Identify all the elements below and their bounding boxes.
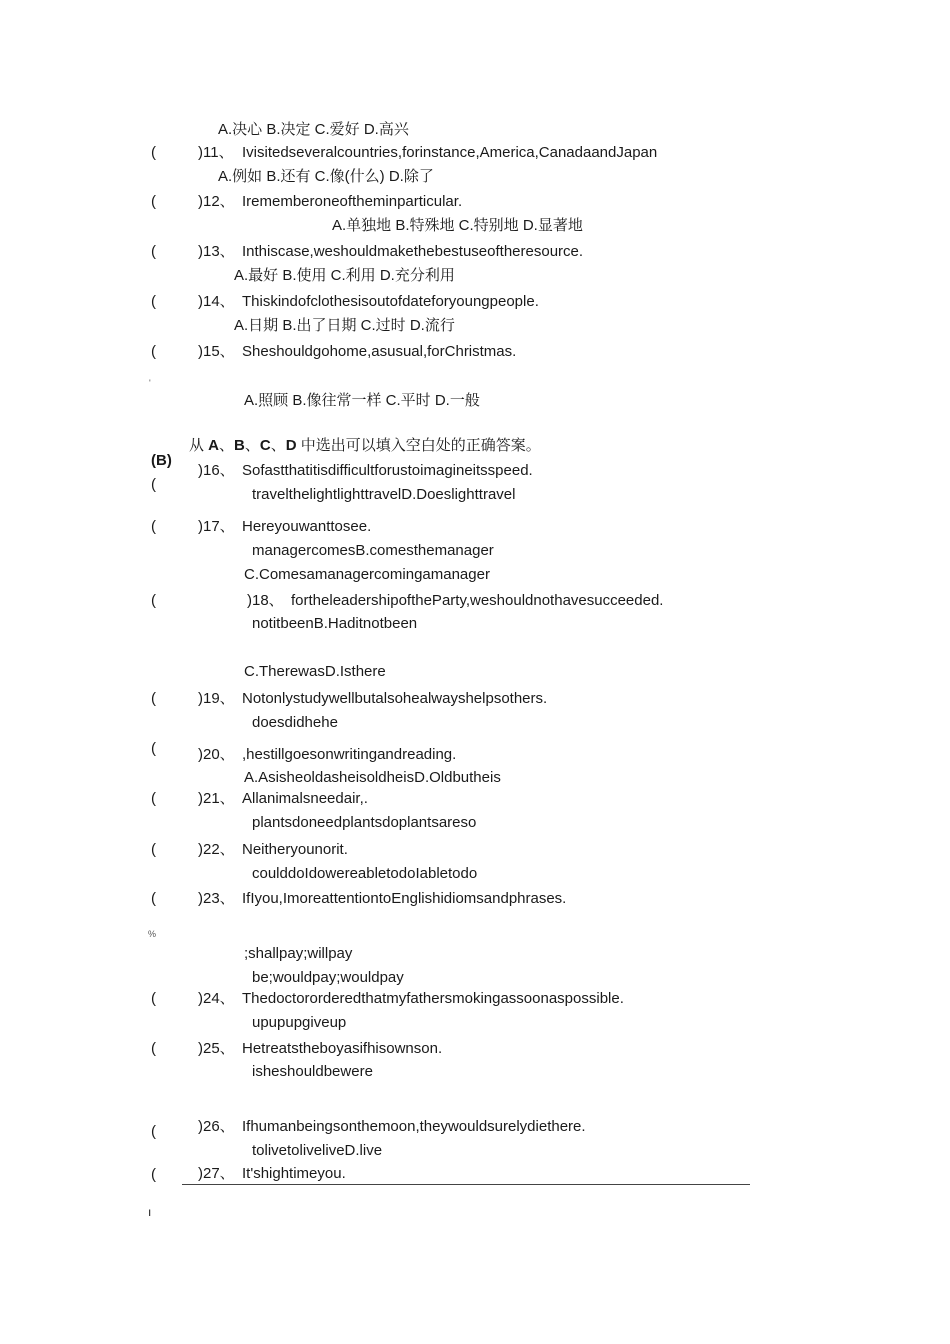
- q15-number: )15、: [198, 343, 235, 360]
- q18-paren: (: [151, 592, 156, 609]
- q16-options: travelthelightlighttravelD.Doeslighttravel: [252, 486, 516, 503]
- q20-text: ,hestillgoesonwritingandreading.: [242, 746, 457, 763]
- q18-text: fortheleadershipoftheParty,weshouldnothavesucceeded.: [291, 592, 664, 609]
- q24-text: Thedoctororderedthatmyfathersmokingassoonaspossible.: [242, 990, 624, 1007]
- instruction-sep-3: 、: [270, 437, 286, 454]
- q19-paren: (: [151, 690, 156, 707]
- q15-options: A.照顾 B.像往常一样 C.平时 D.一般: [244, 392, 480, 409]
- q25-paren: (: [151, 1040, 156, 1057]
- q21-number: )21、: [198, 790, 235, 807]
- q26-number: )26、: [198, 1118, 235, 1135]
- q19-number: )19、: [198, 690, 235, 707]
- q27-text: It'shightimeyou.: [242, 1165, 346, 1182]
- q12-number: )12、: [198, 193, 235, 210]
- q21-options: plantsdoneedplantsdoplantsareso: [252, 814, 477, 831]
- section-b-label: (B): [151, 452, 172, 469]
- q20-options: A.AsisheoldasheisoldheisD.Oldbutheis: [244, 769, 501, 786]
- q26-paren: (: [151, 1123, 156, 1140]
- q27-number: )27、: [198, 1165, 235, 1182]
- q13-number: )13、: [198, 243, 235, 260]
- q20-number: )20、: [198, 746, 235, 763]
- q24-paren: (: [151, 990, 156, 1007]
- section-b-instruction: [189, 437, 541, 455]
- q19-options: doesdidhehe: [252, 714, 338, 731]
- q25-text: Hetreatstheboyasifhisownson.: [242, 1040, 443, 1057]
- percent-mark: %: [148, 929, 157, 939]
- q27-paren: (: [151, 1166, 156, 1183]
- q17-text: Hereyouwanttosee.: [242, 518, 372, 535]
- q14-options: A.日期 B.出了日期 C.过时 D.流行: [234, 317, 455, 334]
- q10-options: A.决心 B.决定 C.爱好 D.高兴: [218, 121, 409, 138]
- q22-text: Neitheryounorit.: [242, 841, 348, 858]
- bottom-rule: [182, 1184, 750, 1185]
- q23-text: IfIyou,ImoreattentiontoEnglishidiomsandphrases.: [242, 890, 567, 907]
- q16-paren: (: [151, 476, 156, 493]
- q12-options: A.单独地 B.特殊地 C.特别地 D.显著地: [332, 217, 583, 234]
- q22-options: coulddoIdowereabletodoIabletodo: [252, 865, 478, 882]
- q22-number: )22、: [198, 841, 235, 858]
- option-a-letter: A: [208, 437, 220, 454]
- instruction-post: 中选出可以填入空白处的正确答案。: [296, 437, 541, 454]
- q16-text: Sofastthatitisdifficultforustoimagineitsspeed.: [242, 462, 533, 479]
- q19-text: Notonlystudywellbutalsohealwayshelpsothers.: [242, 690, 548, 707]
- bottom-mark: ı: [148, 1205, 152, 1219]
- q13-text: Inthiscase,weshouldmakethebestuseoftheresource.: [242, 243, 584, 260]
- option-d-letter: D: [285, 437, 297, 454]
- instruction-sep-2: 、: [244, 437, 260, 454]
- q26-options: tolivetoliveliveD.live: [252, 1142, 383, 1159]
- q11-paren: (: [151, 144, 156, 161]
- q11-text: Ivisitedseveralcountries,forinstance,America,CanadaandJapan: [242, 144, 658, 161]
- instruction-pre: 从: [189, 437, 209, 454]
- q14-text: Thiskindofclothesisoutofdateforyoungpeople.: [242, 293, 539, 310]
- option-b-letter: B: [234, 437, 245, 454]
- q17-options-2: C.Comesamanagercomingamanager: [244, 566, 490, 583]
- q16-number: )16、: [198, 462, 235, 479]
- q23-options-1: ;shallpay;willpay: [244, 945, 353, 962]
- q25-number: )25、: [198, 1040, 235, 1057]
- q15-paren: (: [151, 343, 156, 360]
- q18-number: )18、: [247, 592, 284, 609]
- q15-text: Sheshouldgohome,asusual,forChristmas.: [242, 343, 517, 360]
- q23-options-2: be;wouldpay;wouldpay: [252, 969, 404, 986]
- q18-options-1: notitbeenB.Haditnotbeen: [252, 615, 418, 632]
- q21-text: Allanimalsneedair,.: [242, 790, 368, 807]
- q12-text: Irememberoneoftheminparticular.: [242, 193, 463, 210]
- q17-options-1: managercomesB.comesthemanager: [252, 542, 494, 559]
- q14-paren: (: [151, 293, 156, 310]
- q13-paren: (: [151, 243, 156, 260]
- q11-number: )11、: [198, 144, 234, 161]
- q23-number: )23、: [198, 890, 235, 907]
- q14-number: )14、: [198, 293, 235, 310]
- option-c-letter: C: [259, 437, 271, 454]
- q17-paren: (: [151, 518, 156, 535]
- q13-options: A.最好 B.使用 C.利用 D.充分利用: [234, 267, 455, 284]
- instruction-sep-1: 、: [219, 437, 235, 454]
- q18-options-2: C.TherewasD.Isthere: [244, 663, 386, 680]
- q20-paren: (: [151, 740, 156, 757]
- q21-paren: (: [151, 790, 156, 807]
- q12-paren: (: [151, 193, 156, 210]
- q23-paren: (: [151, 890, 156, 907]
- q17-number: )17、: [198, 518, 235, 535]
- q22-paren: (: [151, 841, 156, 858]
- q24-options: upupupgiveup: [252, 1014, 347, 1031]
- q24-number: )24、: [198, 990, 235, 1007]
- tick-mark: ': [149, 378, 151, 388]
- q26-text: Ifhumanbeingsonthemoon,theywouldsurelydiethere.: [242, 1118, 586, 1135]
- q25-options: isheshouldbewere: [252, 1063, 373, 1080]
- q11-options: A.例如 B.还有 C.像(什么) D.除了: [218, 168, 434, 185]
